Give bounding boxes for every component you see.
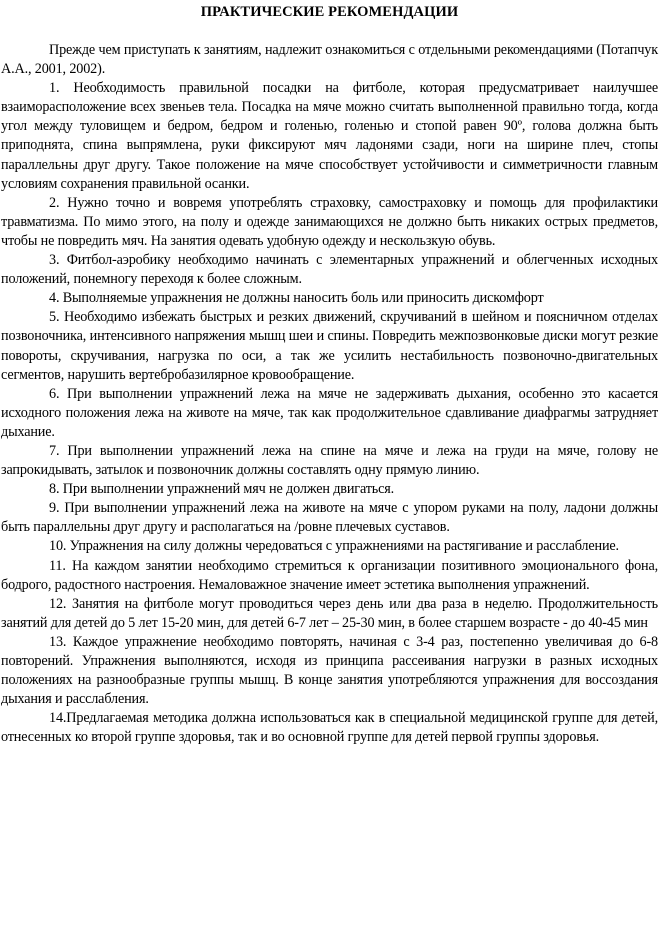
recommendation-12: 12. Занятия на фитболе могут проводиться через день или два раза в неделю. Продолжительность занятий для детей до 5 лет 15-20 мин, для детей 6-7 лет – 25-30 мин, в более старшем возрасте - до 40-45 мин: [1, 595, 658, 631]
recommendation-4: 4. Выполняемые упражнения не должны наносить боль или приносить дискомфорт: [49, 290, 544, 307]
recommendation-7: 7. При выполнении упражнений лежа на спине на мяче и лежа на груди на мяче, голову не запрокидывать, затылок и позвоночник должны составлять одну прямую линию.: [1, 442, 658, 479]
recommendation-1: 1. Необходимость правильной посадки на фитболе, которая предусматривает наилучшее взаиморасположение всех звеньев тела. Посадка на мяче можно считать выполненной правильно тогда, когда угол между туловищем и бедром, бедром и голенью, голенью и стопой равен 90º, голова должна быть приподнята, спина выпрямлена, руки фиксируют мяч ладонями сзади, ноги на ширине плеч, стопы параллельны друг другу. Такое положение на мяче способствует устойчивости и симметричности главным условиям сохранения правильной осанки.: [1, 80, 658, 192]
recommendation-9: 9. При выполнении упражнений лежа на животе на мяче с упором руками на полу, ладони должны быть параллельны друг другу и располагаться на /ровне плечевых суставов.: [1, 500, 658, 536]
recommendation-11: 11. На каждом занятии необходимо стремиться к организации позитивного эмоционального фона, бодрого, радостного настроения. Немаловажное значение имеет эстетика выполнения упражнений.: [1, 557, 658, 593]
recommendation-3: 3. Фитбол-аэробику необходимо начинать с элементарных упражнений и облегченных исходных положений, понемногу переходя к более сложным.: [1, 252, 658, 288]
recommendation-2: 2. Нужно точно и вовремя употреблять страховку, самостраховку и помощь для профилактики травматизма. По мимо этого, на полу и одежде занимающихся не должно быть никаких острых предметов, чтобы не повредить мяч. На занятия одевать удобную одежду и нескользкую обувь.: [1, 194, 658, 249]
recommendation-10: 10. Упражнения на силу должны чередоваться с упражнениями на растягивание и расслабление.: [49, 538, 619, 555]
page-title: ПРАКТИЧЕСКИЕ РЕКОМЕНДАЦИИ: [200, 4, 459, 20]
document-body: [1, 41, 658, 747]
recommendation-13: 13. Каждое упражнение необходимо повторять, начиная с 3-4 раз, постепенно увеличивая до 6-8 повторений. Упражнения выполняются, исходя из принципа рассеивания нагрузки в разных исходных положениях на разнообразные группы мышц. В конце занятия употребляются упражнения для воссоздания дыхания и расслабления.: [1, 633, 658, 708]
recommendation-6: 6. При выполнении упражнений лежа на мяче не задерживать дыхания, особенно это касается исходного положения лежа на животе на мяче, так как продолжительное сдавливание диафрагмы затрудняет дыхание.: [1, 385, 658, 440]
recommendation-14: 14.Предлагаемая методика должна использоваться как в специальной медицинской группе для детей, отнесенных ко второй группе здоровья, так и во основной группе для детей первой группы здоровья.: [1, 710, 658, 746]
recommendation-5: 5. Необходимо избежать быстрых и резких движений, скручиваний в шейном и поясничном отделах позвоночника, интенсивного напряжения мышц шеи и спины. Повредить межпозвонковые диски могут резкие повороты, скручивания, нагрузка по оси, а так же усилить нестабильность позвоночно-двигательных сегментов, нарушить вертебробазилярное кровообращение.: [1, 309, 658, 383]
intro-paragraph: Прежде чем приступать к занятиям, надлежит ознакомиться с отдельными рекомендациями (Потапчук А.А., 2001, 2002).: [1, 42, 658, 78]
recommendation-8: 8. При выполнении упражнений мяч не должен двигаться.: [49, 481, 395, 498]
